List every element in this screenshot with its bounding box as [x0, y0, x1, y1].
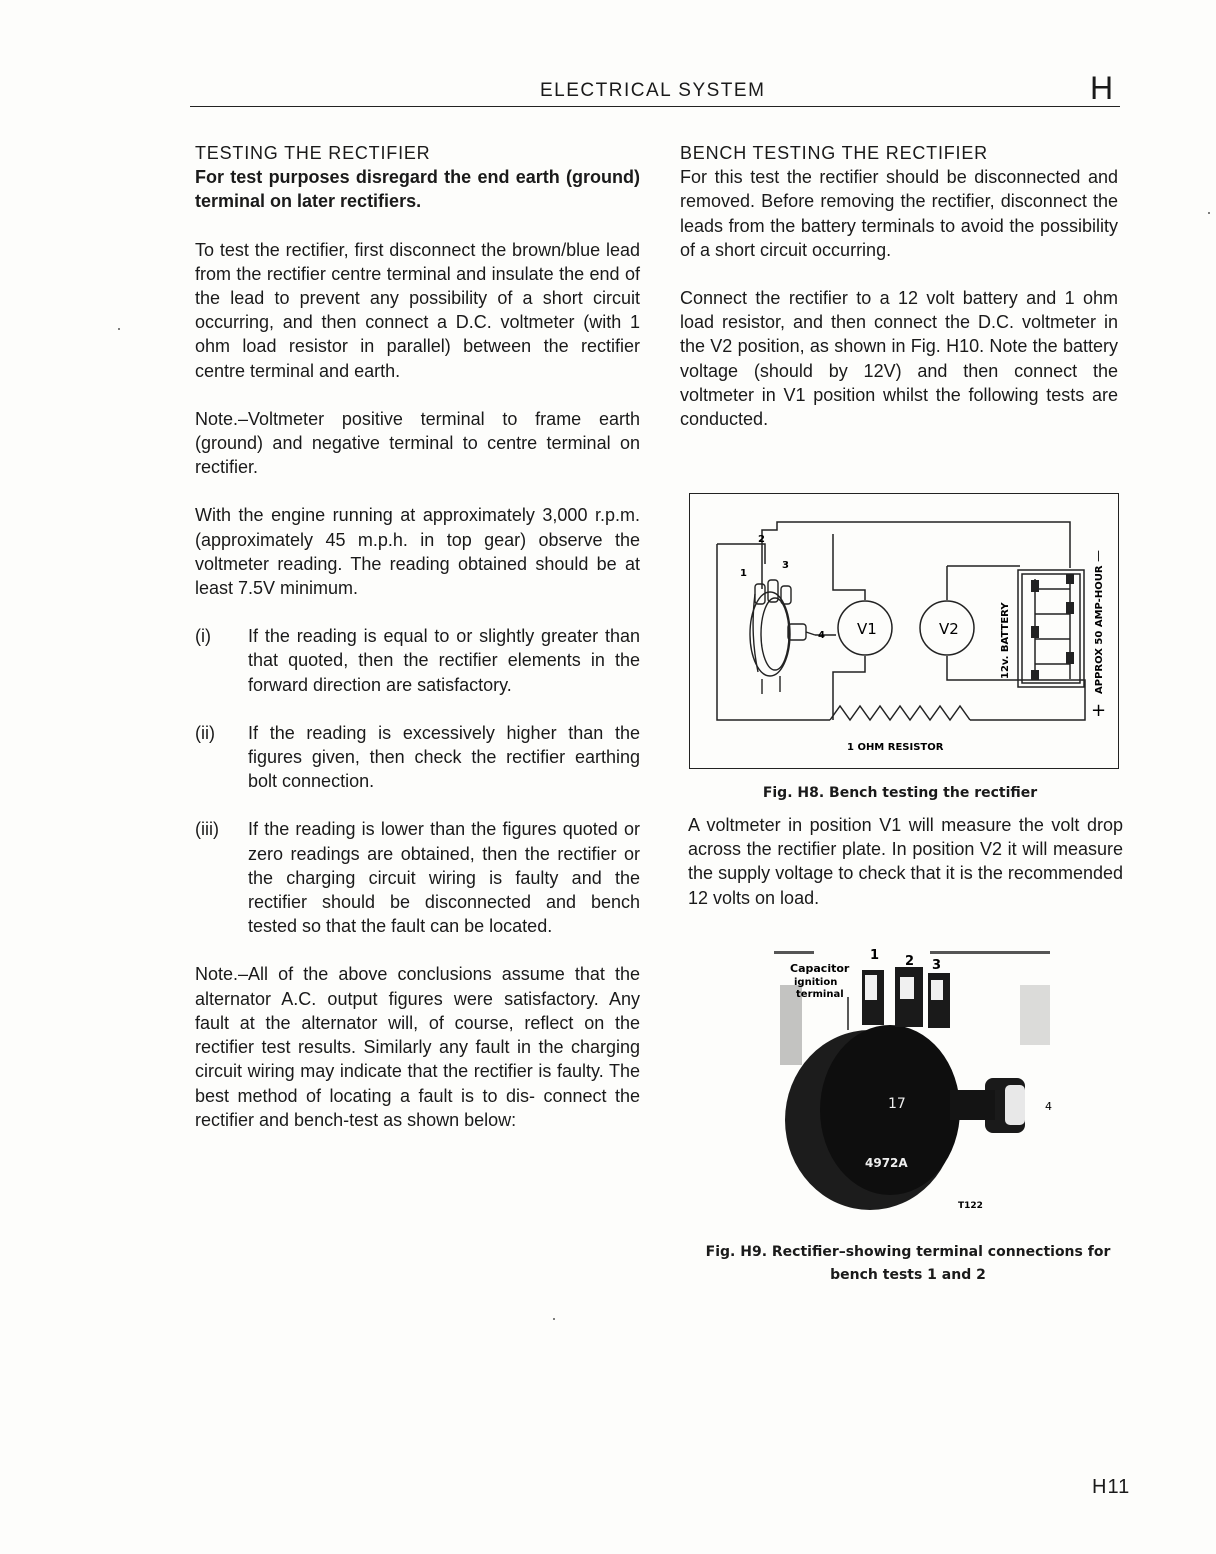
list-item	[195, 721, 640, 794]
scan-speck	[118, 328, 120, 330]
figure-h9-rectifier-photo	[770, 945, 1070, 1220]
battery-plus-sign: +	[1091, 700, 1107, 721]
left-column	[195, 141, 640, 1132]
header-rule	[190, 106, 1120, 107]
battery-label: 12v. BATTERY	[1000, 602, 1011, 679]
figure-h9-caption-line1: Fig. H9. Rectifier–showing terminal connections for	[705, 1244, 1111, 1260]
section-letter: H	[1090, 70, 1114, 106]
section-heading-bench-testing: BENCH TESTING THE RECTIFIER	[680, 143, 988, 163]
photo-label-1: 1	[870, 948, 880, 963]
right-column	[680, 141, 1118, 431]
note-conclusions: Note.–All of the above conclusions assume that the alternator A.C. output figures were satisfactory. Any fault at the alternator will, of course, reflect on the rectifier test results. Similarly any fault in the charging circuit wiring may indicate that the rectifier is faulty. The best method of locating a fault is to dis- connect the rectifier and bench-test as shown below:	[195, 964, 640, 1130]
list-item	[195, 624, 640, 697]
scan-speck	[1208, 212, 1210, 214]
page-number: H11	[1092, 1476, 1131, 1498]
photo-label-capacitor: Capacitor	[790, 962, 850, 975]
circuit-diagram-svg	[690, 494, 1117, 767]
page-header-title: ELECTRICAL SYSTEM	[540, 80, 766, 101]
terminal-label-4: 4	[818, 630, 825, 641]
photo-label-4: 4	[1045, 1100, 1052, 1113]
list-item-text: If the reading is excessively higher than the figures given, then check the rectifier earthing bolt connection.	[248, 722, 640, 792]
list-item-number: (i)	[195, 626, 211, 647]
intro-paragraph: For test purposes disregard the end earth (ground) terminal on later rectifiers.	[195, 167, 640, 212]
figure-h8-circuit-diagram	[689, 493, 1119, 769]
voltmeter-v1-label: V1	[857, 620, 877, 638]
paragraph-bench-intro: For this test the rectifier should be disconnected and removed. Before removing the rectifier, disconnect the leads from the battery terminals to avoid the possibility of a short circuit occurring.	[680, 167, 1118, 260]
paragraph-voltmeter-positions: A voltmeter in position V1 will measure the volt drop across the rectifier plate. In position V2 it will measure the supply voltage to check that it is the recommended 12 volts on load.	[688, 815, 1123, 908]
rectifier-photo-svg	[770, 945, 1070, 1220]
photo-label-3: 3	[932, 958, 942, 973]
photo-label-2: 2	[905, 954, 915, 969]
photo-label-ignition: ignition	[794, 977, 838, 988]
note-voltmeter-polarity: Note.–Voltmeter positive terminal to frame earth (ground) and negative terminal to centre terminal on rectifier.	[195, 408, 640, 478]
terminal-label-2: 2	[758, 534, 765, 545]
paragraph-bench-connect: Connect the rectifier to a 12 volt battery and 1 ohm load resistor, and then connect the D.C. voltmeter in the V2 position, as shown in Fig. H10. Note the battery voltage (should by 12V) and then connect the voltmeter in V1 position whilst the following tests are conducted.	[680, 288, 1118, 430]
battery-capacity-label: APPROX 50 AMP-HOUR	[1094, 565, 1105, 694]
terminal-label-3: 3	[782, 560, 789, 571]
rectifier-marking: 17	[888, 1096, 906, 1112]
photo-code-label: T122	[958, 1201, 983, 1211]
list-item-text: If the reading is equal to or slightly greater than that quoted, then the rectifier elements in the forward direction are satisfactory.	[248, 626, 640, 695]
list-item-text: If the reading is lower than the figures quoted or zero readings are obtained, then the rectifier or the charging circuit wiring is faulty and the rectifier should be disconnected and bench tested so that the fault can be located.	[248, 819, 640, 937]
photo-label-terminal: terminal	[796, 989, 844, 1000]
figure-h9-caption-line2: bench tests 1 and 2	[830, 1267, 986, 1283]
scan-speck	[553, 1318, 555, 1320]
resistor-label: 1 OHM RESISTOR	[847, 742, 944, 753]
paragraph-test-procedure: To test the rectifier, first disconnect the brown/blue lead from the rectifier centre terminal and insulate the end of the lead to prevent any possibility of a short circuit occurring, and then connect a D.C. voltmeter (with 1 ohm load resistor in parallel) between the rectifier centre terminal and earth.	[195, 239, 640, 381]
list-item	[195, 817, 640, 938]
list-item-number: (iii)	[195, 819, 219, 840]
battery-minus-sign: —	[1091, 550, 1105, 562]
section-heading-testing: TESTING THE RECTIFIER	[195, 143, 431, 163]
terminal-label-1: 1	[740, 568, 747, 579]
figure-h9-caption	[688, 1241, 1128, 1287]
figure-h8-caption: Fig. H8. Bench testing the rectifier	[762, 785, 1038, 801]
rectifier-part-number: 4972A	[865, 1156, 908, 1170]
voltmeter-v2-label: V2	[939, 620, 959, 638]
list-item-number: (ii)	[195, 722, 215, 743]
paragraph-engine-running: With the engine running at approximately 3,000 r.p.m. (approximately 45 m.p.h. in top gear) observe the voltmeter reading. The reading obtained should be at least 7.5V minimum.	[195, 505, 640, 599]
